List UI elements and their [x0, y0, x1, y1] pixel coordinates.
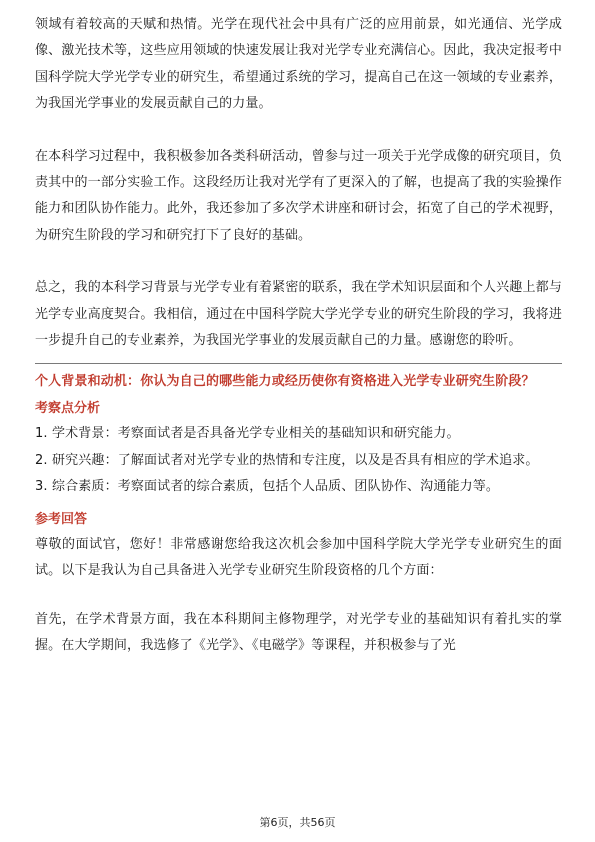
page-content — [35, 12, 562, 659]
analysis-heading: 考察点分析 — [35, 401, 101, 417]
reference-paragraph-2: 首先，在学术背景方面，我在本科期间主修物理学，对光学专业的基础知识有着扎实的掌握。在大学期间，我选修了《光学》、《电磁学》等课程，并积极参与了光 — [35, 611, 562, 653]
intro-paragraph-3: 总之，我的本科学习背景与光学专业有着紧密的联系，我在学术知识层面和个人兴趣上都与光学专业高度契合。我相信，通过在中国科学院大学光学专业的研究生阶段的学习，我将进一步提升自己的专业素养，为我国光学事业的发展贡献自己的力量。感谢您的聆听。 — [35, 280, 562, 349]
analysis-item-1: 1. 学术背景：考察面试者是否具备光学专业相关的基础知识和研究能力。 — [35, 426, 460, 442]
intro-paragraph-2: 在本科学习过程中，我积极参加各类科研活动，曾参与过一项关于光学成像的研究项目，负责其中的一部分实验工作。这段经历让我对光学有了更深入的了解，也提高了我的实验操作能力和团队协作能力。此外，我还参加了多次学术讲座和研讨会，拓宽了自己的学术视野，为研究生阶段的学习和研究打下了良好的基础。 — [35, 148, 562, 243]
reference-heading: 参考回答 — [35, 511, 88, 527]
analysis-item-2: 2. 研究兴趣：了解面试者对光学专业的热情和专注度，以及是否具有相应的学术追求。 — [35, 452, 539, 468]
page-number-footer: 第6页，共56页 — [259, 816, 336, 829]
intro-paragraph-1: 领域有着较高的天赋和热情。光学在现代社会中具有广泛的应用前景，如光通信、光学成像、激光技术等，这些应用领域的快速发展让我对光学专业充满信心。因此，我决定报考中国科学院大学光学专业的研究生，希望通过系统的学习，提高自己在这一领域的专业素养，为我国光学事业的发展贡献自己的力量。 — [35, 17, 562, 112]
reference-paragraph-1: 尊敬的面试官，您好！非常感谢您给我这次机会参加中国科学院大学光学专业研究生的面试。以下是我认为自己具备进入光学专业研究生阶段资格的几个方面： — [35, 536, 562, 579]
section-divider — [35, 363, 562, 364]
analysis-item-3: 3. 综合素质：考察面试者的综合素质，包括个人品质、团队协作、沟通能力等。 — [35, 479, 500, 495]
interview-question: 个人背景和动机：你认为自己的哪些能力或经历使你有资格进入光学专业研究生阶段？ — [35, 374, 535, 390]
